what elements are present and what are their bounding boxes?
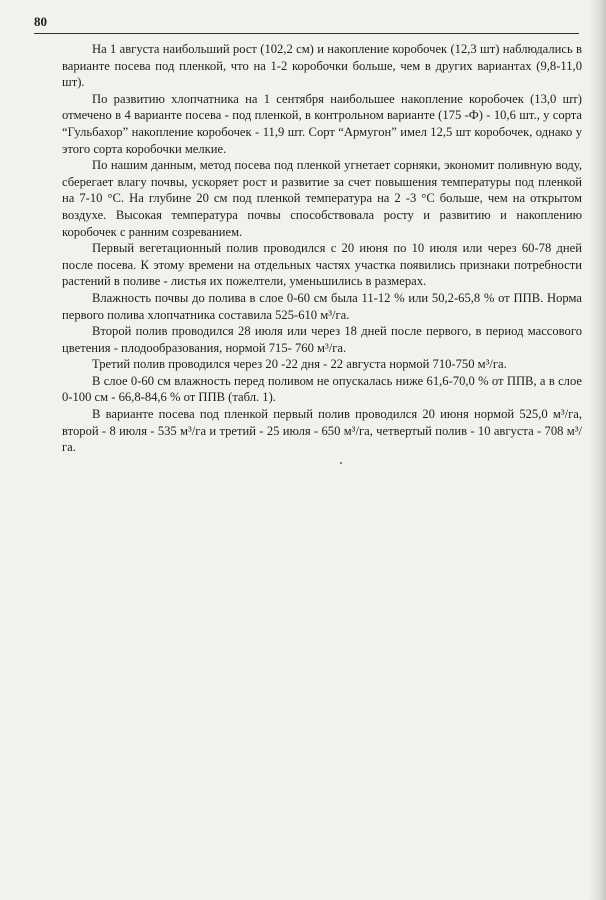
paragraph: Второй полив проводился 28 июля или через 18 дней после первого, в период массового цветения - плодообразования, нормой 715- 760 м³/га.: [62, 324, 582, 355]
paragraph: На 1 августа наибольший рост (102,2 см) и накопление коробочек (12,3 шт) наблюдались в варианте посева под пленкой, что на 1-2 коробочки больше, чем в других вариантах (9,8-11,0 шт).: [62, 42, 582, 90]
paragraph: Влажность почвы до полива в слое 0-60 см была 11-12 % или 50,2-65,8 % от ППВ. Норма первого полива хлопчатника составила 525-610 м³/га.: [62, 290, 582, 322]
paragraph: Третий полив проводился через 20 -22 дня - 22 августа нормой 710-750 м³/га.: [92, 357, 507, 372]
paragraph: По развитию хлопчатника на 1 сентября наибольшее накопление коробочек (13,0 шт) отмечено в 4 варианте посева - под пленкой, в контрольном варианте (175 -Ф) - 10,6 шт., у сорта “Гульбахор” накопление коробочек - 11,9 шт. Сорт “Армугон” имел 12,5 шт коробочек, однако у этого сорта коробочки мелкие.: [62, 91, 582, 156]
header-rule: [34, 33, 579, 34]
paragraph: В слое 0-60 см влажность перед поливом не опускалась ниже 61,6-70,0 % от ППВ, а в слое 0-100 см - 66,8-84,6 % от ППВ (табл. 1).: [62, 373, 582, 405]
paragraph: Первый вегетационный полив проводился с 20 июня по 10 июля или через 60-78 дней после посева. К этому времени на отдельных частях участка появились признаки потребности растений в поливе - листья их пожелтели, уменьшились в размерах.: [62, 241, 582, 289]
paragraph: По нашим данным, метод посева под пленкой угнетает сорняки, экономит поливную воду, сберегает влагу почвы, ускоряет рост и развитие за счет повышения температуры под пленкой на 7-10 °С. На глубине 20 см под пленкой температура на 2 -3 °С больше, чем на открытом воздухе. Высокая температура почвы способствовала росту и развитию и накоплению коробочек с ранним созреванием.: [62, 158, 582, 239]
paragraph: В варианте посева под пленкой первый полив проводился 20 июня нормой 525,0 м³/га, второй - 8 июля - 535 м³/га и третий - 25 июля - 650 м³/га, четвертый полив - 10 августа - 708 м³/га.: [62, 407, 582, 455]
scan-speck: [340, 462, 342, 464]
page-edge-shadow: [588, 0, 606, 900]
body-text: [62, 41, 582, 456]
page-number: 80: [34, 14, 47, 29]
